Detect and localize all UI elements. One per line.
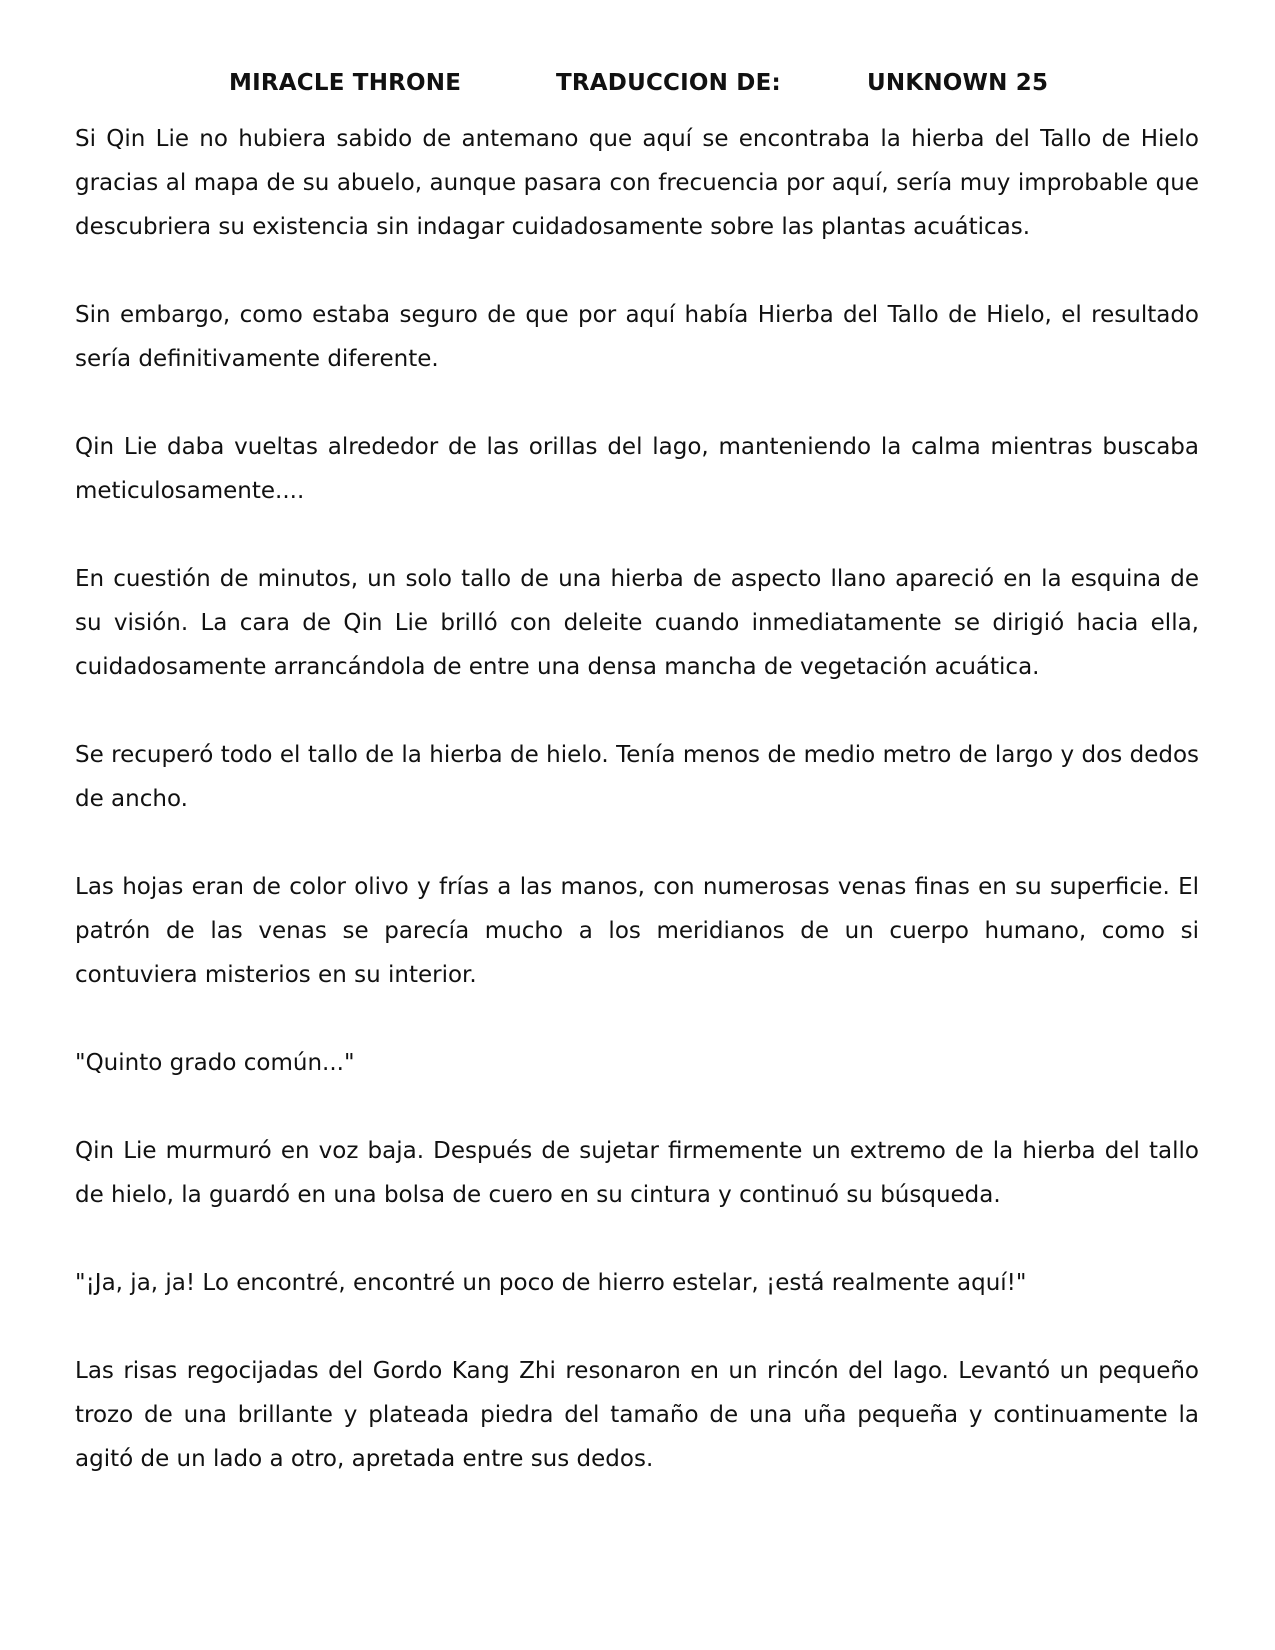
paragraph: Sin embargo, como estaba seguro de que por aquí había Hierba del Tallo de Hielo, el resultado sería definitivamente diferente. xyxy=(75,302,1199,372)
header-novel-title: MIRACLE THRONE xyxy=(229,70,462,96)
paragraph: En cuestión de minutos, un solo tallo de una hierba de aspecto llano apareció en la esquina de su visión. La cara de Qin Lie brilló con deleite cuando inmediatamente se dirigió hacia ella, cuidadosamente arrancándola de entre una densa mancha de vegetación acuática. xyxy=(75,566,1199,680)
paragraph: Qin Lie murmuró en voz baja. Después de sujetar firmemente un extremo de la hierba del tallo de hielo, la guardó en una bolsa de cuero en su cintura y continuó su búsqueda. xyxy=(75,1138,1199,1208)
header-translation-label: TRADUCCION DE: xyxy=(556,70,781,96)
paragraph: Las hojas eran de color olivo y frías a las manos, con numerosas venas finas en su superficie. El patrón de las venas se parecía mucho a los meridianos de un cuerpo humano, como si contuviera misterios en su interior. xyxy=(75,874,1199,988)
paragraph: Las risas regocijadas del Gordo Kang Zhi resonaron en un rincón del lago. Levantó un pequeño trozo de una brillante y plateada piedra del tamaño de una uña pequeña y continuamente la agitó de un lado a otro, apretada entre sus dedos. xyxy=(75,1358,1199,1472)
page-header xyxy=(0,70,1275,104)
paragraph: "¡Ja, ja, ja! Lo encontré, encontré un poco de hierro estelar, ¡está realmente aquí!" xyxy=(75,1270,1027,1296)
paragraph: Qin Lie daba vueltas alrededor de las orillas del lago, manteniendo la calma mientras buscaba meticulosamente.... xyxy=(75,434,1199,504)
paragraph: Si Qin Lie no hubiera sabido de antemano que aquí se encontraba la hierba del Tallo de Hielo gracias al mapa de su abuelo, aunque pasara con frecuencia por aquí, sería muy improbable que descubriera su existencia sin indagar cuidadosamente sobre las plantas acuáticas. xyxy=(75,126,1199,240)
document-body xyxy=(75,117,1199,1525)
paragraph: "Quinto grado común..." xyxy=(75,1050,355,1076)
paragraph: Se recuperó todo el tallo de la hierba de hielo. Tenía menos de medio metro de largo y dos dedos de ancho. xyxy=(75,742,1199,812)
header-translator-name: UNKNOWN 25 xyxy=(867,70,1049,96)
